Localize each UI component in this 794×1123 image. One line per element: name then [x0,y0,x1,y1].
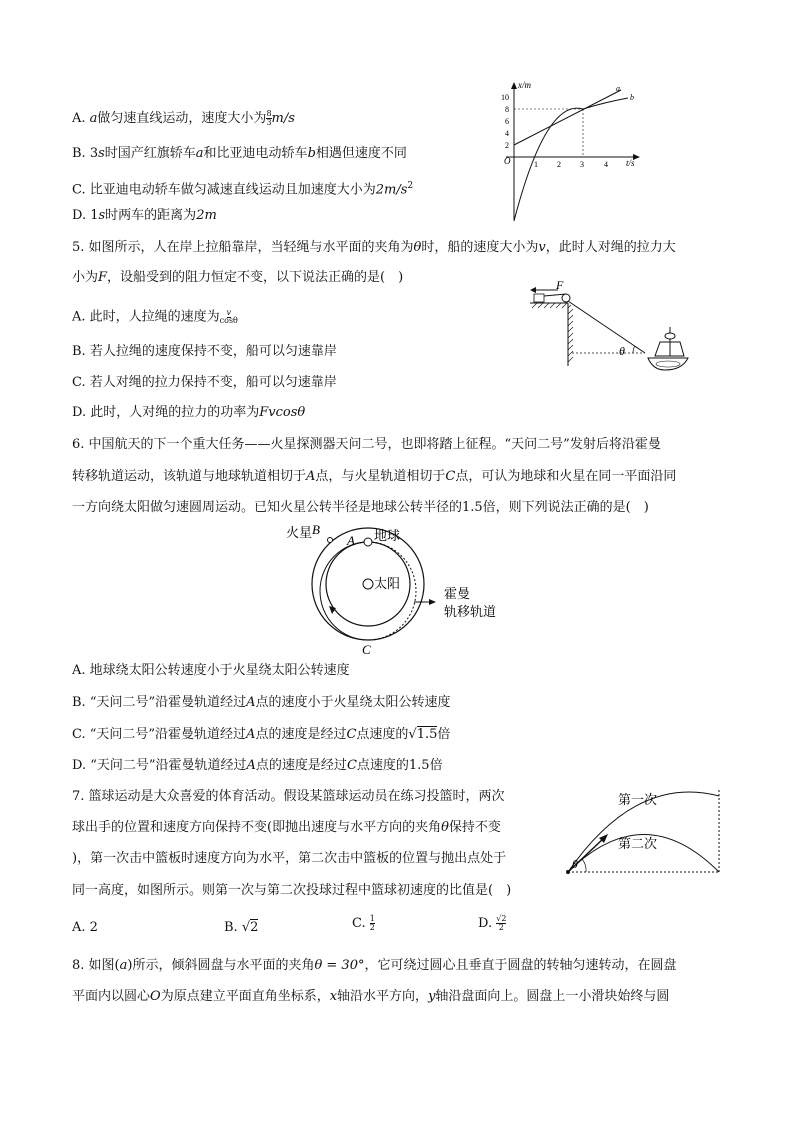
q7-option-d: D. $\frac{√2}{2}$ [478,914,507,932]
y-axis-arrow [511,82,517,89]
xt-graph-figure [496,80,646,225]
q7-stem-line3: )，第一次击中篮板时速度方向为水平，第二次击中篮板的位置与抛出点处于 [72,851,507,866]
q7-option-c: C. $\frac{1}{2}$ [352,914,375,932]
curve-b [514,98,628,221]
line-a [514,90,621,145]
q4-option-a: A. a做匀速直线运动，速度大小为 $\frac{8}{3}$ m/s [72,109,295,127]
second-label: 第二次 [618,836,658,851]
basketball-figure [556,782,726,880]
hohmann-pointer-arrow [429,599,436,605]
q6-option-a: A. 地球绕太阳公转速度小于火星绕太阳公转速度 [72,663,350,678]
hohmann-label-2: 轨移轨道 [444,604,497,619]
q6-option-b: B. “天问二号”沿霍曼轨道经过A点的速度小于火星绕太阳公转速度 [72,695,451,710]
y-axis-label: x/m [518,80,531,90]
q8-stem-line2: 平面内以圆心O为原点建立平面直角坐标系，x轴沿水平方向，y轴沿盘面向上。圆盘上一小滑块始终与圆 [72,989,670,1004]
boat-hull [648,358,688,370]
person-block [534,294,544,302]
force-arrowhead [530,287,536,293]
y-tick-label: 10 [501,93,509,102]
launch-angle-label: θ [572,857,578,871]
q8-stem-line1: 8. 如图(a)所示，倾斜圆盘与水平面的夹角θ = 30°，它可绕过圆心且垂直于圆盘的转轴匀速转动，在圆盘 [72,958,677,973]
angle-label: θ [619,344,625,358]
q7-stem-line4: 同一高度，如图所示。则第一次与第二次投球过程中篮球初速度的比值是( ) [72,883,512,898]
sun [363,579,373,589]
x-tick-label: 1 [534,160,538,169]
q5-option-a: A. 此时，人拉绳的速度为$\frac{v}{\cos\theta}$ [72,308,238,325]
q4-option-d: D. 1s时两车的距离为2m [72,208,217,223]
point-c-label: C [362,642,371,657]
boat-figure [520,278,720,383]
fraction: $\frac{√2}{2}$ [496,914,507,932]
x-tick-label: 2 [557,160,561,169]
q6-stem-line2: 转移轨道运动，该轨道与地球轨道相切于A点，与火星轨道相切于C点，可认为地球和火星在同一平面沿同 [72,469,677,484]
fraction: $\frac{v}{\cos\theta}$ [219,308,238,325]
launch-point [566,870,570,874]
curve-label-a: a [616,84,620,93]
q6-option-d: D. “天问二号”沿霍曼轨道经过A点的速度是经过C点速度的1.5倍 [72,758,443,773]
first-label: 第一次 [618,792,658,807]
earth-label: 地球 [374,528,401,543]
q5-stem-line1: 5. 如图所示，人在岸上拉船靠岸，当轻绳与水平面的夹角为θ时，船的速度大小为v，此时人对绳的拉力大 [72,240,676,255]
sun-label: 太阳 [374,576,401,591]
x-axis-label: t/s [626,158,635,168]
orbit-figure [284,518,514,658]
boat-top [665,333,675,339]
q5-option-b: B. 若人拉绳的速度保持不变，船可以匀速靠岸 [72,344,337,359]
fraction: $\frac{8}{3}$ [266,109,272,127]
q6-stem-line1: 6. 中国航天的下一个重大任务——火星探测器天问二号，也即将踏上征程。“天问二号”发射后将沿霍曼 [72,437,661,452]
mars-label: 火星 [286,525,313,540]
y-tick-label: 4 [505,129,509,138]
q7-option-b: B. √2 [224,920,259,935]
q5-option-c: C. 若人对绳的拉力保持不变，船可以匀速靠岸 [72,375,337,390]
x-tick-label: 4 [604,160,608,169]
angle-arc [633,346,635,353]
q7-stem-line2: 球出手的位置和速度方向保持不变(即抛出速度与水平方向的夹角θ保持不变 [72,820,501,835]
rope [568,301,645,353]
q5-option-d: D. 此时，人对绳的拉力的功率为Fvcosθ [72,405,306,420]
pulley [562,294,570,302]
q5-stem-line2: 小为F，设船受到的阻力恒定不变，以下说法正确的是( ) [72,270,404,285]
point-b-label: B [312,522,320,537]
x-tick-label: 3 [580,160,584,169]
q6-stem-line3: 一方向绕太阳做匀速圆周运动。已知火星公转半径是地球公转半径的1.5倍，则下列说法正确的是( ) [72,500,649,515]
q4-option-b: B. 3s时国产红旗轿车a和比亚迪电动轿车b相遇但速度不同 [72,146,407,161]
y-tick-label: 6 [505,117,509,126]
point-a-label: A [347,533,355,548]
q7-option-a: A. 2 [72,920,98,935]
q4-option-c: C. 比亚迪电动轿车做匀减速直线运动且加速度大小为$2m/s^2$ [72,181,414,198]
origin-label: O [504,156,511,166]
y-tick-label: 2 [505,141,509,150]
y-tick-label: 8 [505,105,509,114]
q6-option-c: C. “天问二号”沿霍曼轨道经过A点的速度是经过C点速度的√1.5倍 [72,727,451,742]
hohmann-label-1: 霍曼 [444,586,471,601]
force-label: F [556,278,564,292]
mars [328,538,333,543]
shore-hatch [532,303,573,362]
launch-angle-arc [582,859,586,872]
earth [364,538,372,546]
fraction: $\frac{1}{2}$ [369,914,375,932]
q7-stem-line1: 7. 篮球运动是大众喜爱的体育活动。假设某篮球运动员在练习投篮时，两次 [72,789,505,804]
curve-label-b: b [630,93,634,102]
